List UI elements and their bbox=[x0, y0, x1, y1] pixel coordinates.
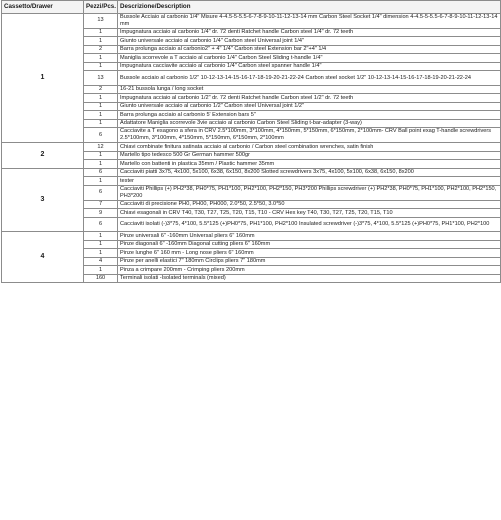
quantity-cell: 6 bbox=[84, 185, 118, 200]
header-qty: Pezzi/Pcs. bbox=[84, 1, 118, 14]
quantity-cell: 1 bbox=[84, 240, 118, 249]
description-cell: Maniglia scorrevole a T acciaio al carbonio 1/4" Carbon Steel Sliding t-handle 1/4" bbox=[118, 54, 501, 63]
quantity-cell: 160 bbox=[84, 274, 118, 283]
table-row bbox=[2, 143, 501, 152]
description-cell: Cacciaviti di precisione PH0, PH00, PH000, 2.0*50, 2.5*50, 3.0*50 bbox=[118, 200, 501, 209]
quantity-cell: 1 bbox=[84, 119, 118, 128]
quantity-cell: 1 bbox=[84, 102, 118, 111]
table-row bbox=[2, 14, 501, 29]
description-cell: Pinze lunghe 6" 160 mm - Long nose pliers 6" 160mm bbox=[118, 249, 501, 258]
description-cell: Impugnatura acciaio al carbonio 1/2" dr. 72 denti Ratchet handle Carbon steel 1/2" dr. 72 teeth bbox=[118, 94, 501, 103]
quantity-cell: 1 bbox=[84, 28, 118, 37]
description-cell: Impugnatura cacciavite acciaio al carbonio 1/4" Carbon steel spanner handle 1/4" bbox=[118, 62, 501, 71]
table-row bbox=[2, 232, 501, 241]
quantity-cell: 1 bbox=[84, 249, 118, 258]
drawer-number: 1 bbox=[2, 14, 84, 143]
quantity-cell: 7 bbox=[84, 200, 118, 209]
description-cell: Terminali isolati -Isolated terminals (mixed) bbox=[118, 274, 501, 283]
description-cell: Martello tipo tedesco 500 Gr German hammer 500gr bbox=[118, 151, 501, 160]
description-cell: Giunto universale acciaio al carbonio 1/2" Carbon steel Universal joint 1/2" bbox=[118, 102, 501, 111]
quantity-cell: 1 bbox=[84, 160, 118, 169]
drawer-number: 2 bbox=[2, 143, 84, 169]
quantity-cell: 1 bbox=[84, 266, 118, 275]
quantity-cell: 6 bbox=[84, 168, 118, 177]
description-cell: tester bbox=[118, 177, 501, 186]
quantity-cell: 4 bbox=[84, 257, 118, 266]
description-cell: Giunto universale acciaio al carbonio 1/4" Carbon steel Universal joint 1/4" bbox=[118, 37, 501, 46]
quantity-cell: 9 bbox=[84, 209, 118, 218]
table-row bbox=[2, 168, 501, 177]
description-cell: Martello con battenti in plastica 35mm / Plastic hammer 35mm bbox=[118, 160, 501, 169]
quantity-cell: 13 bbox=[84, 71, 118, 86]
header-description: Descrizione/Description bbox=[118, 1, 501, 14]
quantity-cell: 1 bbox=[84, 232, 118, 241]
description-cell: Chiavi esagonali in CRV T40, T30, T27, T25, T20, T15, T10 - CRV Hex key T40, T30, T27, T25, T20, T15, T10 bbox=[118, 209, 501, 218]
quantity-cell: 1 bbox=[84, 151, 118, 160]
header-row bbox=[2, 1, 501, 14]
quantity-cell: 6 bbox=[84, 128, 118, 143]
quantity-cell: 1 bbox=[84, 62, 118, 71]
description-cell: Barra prolunga acciaio al carbonio 5' Extension bars 5" bbox=[118, 111, 501, 120]
quantity-cell: 12 bbox=[84, 143, 118, 152]
description-cell: Cacciaviti isolati (-)3*75, 4*100, 5.5*125 (+)PH0*75, PH1*100, PH2*100 Insulated screwdriver (-)3*75, 4*100, 5.5*125 (+)PH0*75, PH1*100, PH2*100 bbox=[118, 217, 501, 232]
description-cell: Bussole Acciaio al carbonio 1/4" Misure 4-4.5-5-5.5-6-7-8-9-10-11-12-13-14 mm Carbon Steel Socket 1/4" dimension 4-4.5-5-5.5-6-7-8-9-10-11-12-13-14 mm bbox=[118, 14, 501, 29]
quantity-cell: 1 bbox=[84, 37, 118, 46]
description-cell: Pinze diagonali 6" -160mm Diagonal cutting pliers 6" 160mm bbox=[118, 240, 501, 249]
quantity-cell: 2 bbox=[84, 45, 118, 54]
description-cell: Cacciaviti piatti 3x75, 4x100, 5x100, 6x38, 6x150, 8x200 Slotted screwdrivers 3x75, 4x100, 5x100, 6x38, 6x150, 8x200 bbox=[118, 168, 501, 177]
description-cell: Pinza a crimpare 200mm - Crimping pliers 200mm bbox=[118, 266, 501, 275]
description-cell: Pinze per anelli elastici 7" 180mm Circlips pliers 7" 180mm bbox=[118, 257, 501, 266]
inventory-table bbox=[1, 0, 501, 283]
quantity-cell: 6 bbox=[84, 217, 118, 232]
description-cell: Cacciavite a T esagono a sfera in CRV 2.5*100mm, 3*100mm, 4*150mm, 5*150mm, 6*150mm, 2*100mm- CRV Ball point exag T-handle screwdrivers 2.5*100mm, 3*100mm, 4*150mm, 5*150mm, 6*150mm, 2*100mm bbox=[118, 128, 501, 143]
description-cell: Chiavi combinate finitura satinata acciaio al carbonio / Carbon steel combination wrenches, satin finish bbox=[118, 143, 501, 152]
description-cell: Cacciaviti Phillips (+) PH2*38, PH0*75, PH1*100, PH2*100, PH2*150, PH3*200 Phillips screwdriver (+) PH2*38, PH0*75, PH1*100, PH2*100, PH2*150, PH3*200 bbox=[118, 185, 501, 200]
description-cell: Pinze universali 6" -160mm Universal pliers 6" 160mm bbox=[118, 232, 501, 241]
description-cell: 16-21 bussola lunga / long socket bbox=[118, 85, 501, 94]
quantity-cell: 13 bbox=[84, 14, 118, 29]
header-drawer: Cassetto/Drawer bbox=[2, 1, 84, 14]
quantity-cell: 1 bbox=[84, 94, 118, 103]
description-cell: Impugnatura acciaio al carbonio 1/4" dr. 72 denti Ratchet handle Carbon steel 1/4" dr. 72 teeth bbox=[118, 28, 501, 37]
drawer-number: 4 bbox=[2, 232, 84, 283]
description-cell: Adattatore Maniglia scorrevole 3vie acciaio al carbonio Carbon Steel Sliding t-bar-adapter (3-way) bbox=[118, 119, 501, 128]
quantity-cell: 1 bbox=[84, 111, 118, 120]
drawer-number: 3 bbox=[2, 168, 84, 231]
description-cell: Bussole acciaio al carbonio 1/2" 10-12-13-14-15-16-17-18-19-20-21-22-24 Carbon steel socket 1/2" 10-12-13-14-15-16-17-18-19-20-21-22-24 bbox=[118, 71, 501, 86]
description-cell: Barra prolunga acciaio al carbonio2" + 4" 1/4" Carbon steel Extension bar 2"+4" 1/4 bbox=[118, 45, 501, 54]
quantity-cell: 1 bbox=[84, 54, 118, 63]
quantity-cell: 1 bbox=[84, 177, 118, 186]
inventory-body bbox=[2, 14, 501, 283]
quantity-cell: 2 bbox=[84, 85, 118, 94]
